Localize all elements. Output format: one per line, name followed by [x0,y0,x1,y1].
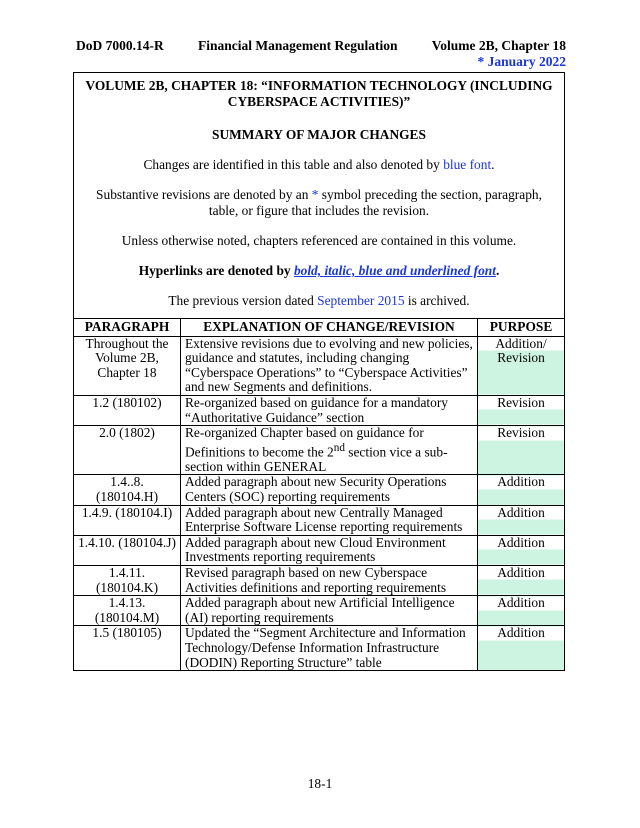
previous-version-note: The previous version dated September 2015 is archived. [168,293,470,308]
explanation-cell: Extensive revisions due to evolving and new policies, guidance and statutes, including changing “Cyberspace Operations” to “Cyberspace Activities” and new Segments and definitions. [181,336,478,395]
revision-date: * January 2022 [477,54,566,69]
explanation-cell: Revised paragraph based on new Cyberspace Activities definitions and reporting requirements [181,565,478,595]
paragraph-cell: 1.4.11. (180104.K) [74,565,181,595]
purpose-cell: Addition [478,565,565,595]
table-row [74,395,564,425]
blue-font-sample: blue font [443,157,492,172]
paragraph-cell: 1.4.13. (180104.M) [74,596,181,626]
paragraph-cell: 1.2 (180102) [74,395,181,425]
chapters-note: Unless otherwise noted, chapters referenced are contained in this volume. [121,233,517,248]
summary-box [73,72,565,671]
table-row [74,596,564,626]
col-header-purpose: PURPOSE [478,319,565,337]
table-row [74,505,564,535]
explanation-cell: Added paragraph about new Security Operations Centers (SOC) reporting requirements [181,475,478,505]
purpose-cell: Addition [478,596,565,626]
paragraph-cell: 1.5 (180105) [74,626,181,670]
changes-note: Changes are identified in this table and also denoted by blue font. [143,157,495,172]
purpose-cell: Addition [478,505,565,535]
paragraph-cell: Throughout the Volume 2B, Chapter 18 [74,336,181,395]
previous-version-date: September 2015 [317,293,405,308]
table-row [74,475,564,505]
paragraph-cell: 1.4.9. (180104.I) [74,505,181,535]
explanation-cell: Added paragraph about new Centrally Managed Enterprise Software License reporting requirements [181,505,478,535]
explanation-cell: Added paragraph about new Cloud Environment Investments reporting requirements [181,535,478,565]
paragraph-cell: 1.4.10. (180104.J) [74,535,181,565]
purpose-cell: Addition [478,626,565,670]
table-header-row [74,319,564,337]
explanation-cell: Re-organized Chapter based on guidance for Definitions to become the 2nd section vice a sub-section within GENERAL [181,426,478,475]
substantive-note: Substantive revisions are denoted by an * symbol preceding the section, paragraph, table, or figure that includes the revision. [96,187,542,218]
changes-table [74,318,564,670]
purpose-cell: Revision [478,426,565,475]
asterisk-symbol: * [311,187,319,202]
col-header-explanation: EXPLANATION OF CHANGE/REVISION [181,319,478,337]
table-row [74,426,564,475]
explanation-cell: Re-organized based on guidance for a mandatory “Authoritative Guidance” section [181,395,478,425]
paragraph-cell: 2.0 (1802) [74,426,181,475]
summary-subtitle: SUMMARY OF MAJOR CHANGES [212,127,426,142]
table-row [74,336,564,395]
page-header [76,38,566,69]
col-header-paragraph: PARAGRAPH [74,319,181,337]
hyperlink-sample-link[interactable]: bold, italic, blue and underlined font [293,263,496,278]
regulation-title: Financial Management Regulation [197,38,398,53]
table-row [74,565,564,595]
purpose-cell: Addition/ Revision [478,336,565,395]
chapter-title: VOLUME 2B, CHAPTER 18: “INFORMATION TECHNOLOGY (INCLUDING CYBERSPACE ACTIVITIES)” [85,78,553,109]
purpose-cell: Revision [478,395,565,425]
purpose-cell: Addition [478,475,565,505]
table-row [74,626,564,670]
table-row [74,535,564,565]
doc-id: DoD 7000.14-R [76,38,164,53]
hyperlinks-note: Hyperlinks are denoted by bold, italic, blue and underlined font. [138,263,500,278]
explanation-cell: Updated the “Segment Architecture and Information Technology/Defense Information Infrastructure (DODIN) Reporting Structure” table [181,626,478,670]
purpose-cell: Addition [478,535,565,565]
paragraph-cell: 1.4..8. (180104.H) [74,475,181,505]
summary-section [74,73,564,318]
page-number: 18-1 [307,776,333,791]
explanation-cell: Added paragraph about new Artificial Intelligence (AI) reporting requirements [181,596,478,626]
volume-chapter: Volume 2B, Chapter 18 [431,38,566,53]
